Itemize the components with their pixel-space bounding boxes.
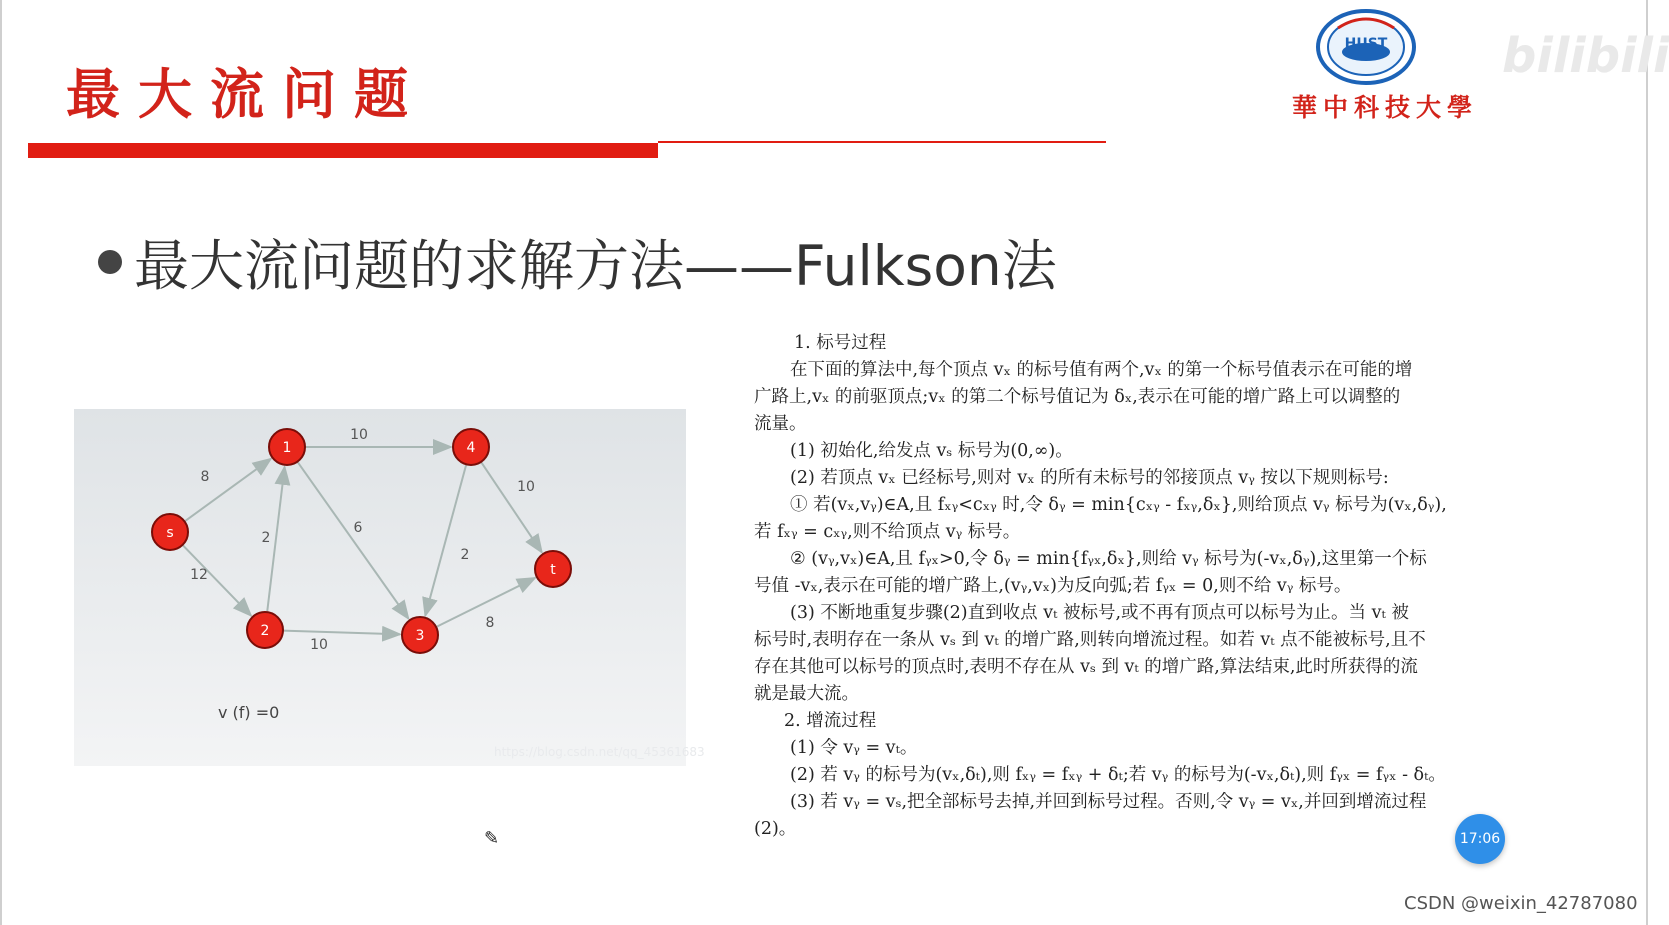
bullet-point: [98, 222, 1057, 301]
bullet-dot-icon: [98, 250, 122, 274]
node-label: 2: [260, 623, 270, 639]
university-seal-icon: [1314, 8, 1418, 86]
node-label: 4: [466, 440, 476, 456]
pencil-cursor-icon: ✎: [484, 828, 500, 849]
text-line: 2. 增流过程: [784, 711, 877, 731]
text-line: 在下面的算法中,每个顶点 vₓ 的标号值有两个,vₓ 的第一个标号值表示在可能的增: [790, 360, 1413, 380]
edge-4-3: [425, 464, 466, 615]
edge-1-3: [297, 462, 408, 619]
text-line: 流量。: [754, 414, 807, 434]
csdn-watermark: https://blog.csdn.net/qq_45361683: [494, 745, 705, 759]
text-line: 标号时,表明存在一条从 vₛ 到 vₜ 的增广路,则转向增流过程。如若 vₜ 点不能被标号,且不: [754, 630, 1426, 650]
node-label: 1: [282, 440, 292, 456]
edge-capacity-label: 2: [460, 547, 470, 563]
text-line: (2) 若 vᵧ 的标号为(vₓ,δₜ),则 fₓᵧ = fₓᵧ + δₜ;若 vᵧ 的标号为(-vₓ,δₜ),则 fᵧₓ = fᵧₓ - δₜ。: [790, 765, 1446, 785]
edge-capacity-label: 2: [261, 530, 271, 546]
flow-value-caption: v (f) =0: [218, 703, 280, 722]
text-line: (1) 令 vᵧ = vₜ。: [790, 738, 918, 758]
text-line: 广路上,vₓ 的前驱顶点;vₓ 的第二个标号值记为 δₓ,表示在可能的增广路上可以调整的: [754, 387, 1401, 407]
text-line: (1) 初始化,给发点 vₛ 标号为(0,∞)。: [790, 441, 1073, 461]
text-line: (2)。: [754, 819, 797, 839]
university-name: 華中科技大學: [1292, 93, 1479, 122]
bullet-text: 最大流问题的求解方法——Fulkson法: [134, 234, 1057, 298]
text-line: (3) 若 vᵧ = vₛ,把全部标号去掉,并回到标号过程。否则,令 vᵧ = vₓ,并回到增流过程: [790, 792, 1427, 812]
edge-capacity-label: 12: [190, 567, 208, 583]
title-underline-thick: [28, 143, 658, 158]
text-line: 1. 标号过程: [794, 333, 887, 353]
text-line: (2) 若顶点 vₓ 已经标号,则对 vₓ 的所有未标号的邻接顶点 vᵧ 按以下规则标号:: [790, 468, 1389, 488]
edge-capacity-label: 8: [485, 615, 495, 631]
edge-capacity-label: 10: [350, 427, 368, 443]
slide-title: 最大流问题: [66, 63, 426, 126]
text-line: 号值 -vₓ,表示在可能的增广路上,(vᵧ,vₓ)为反向弧;若 fᵧₓ = 0,则不给 vᵧ 标号。: [754, 576, 1352, 596]
edge-2-3: [283, 631, 400, 635]
algorithm-description: [754, 330, 1447, 843]
text-line: 就是最大流。: [754, 684, 859, 704]
edge-s-1: [185, 459, 271, 522]
text-line: (3) 不断地重复步骤(2)直到收点 vₜ 被标号,或不再有顶点可以标号为止。当 vₜ 被: [790, 603, 1409, 623]
csdn-credit: CSDN @weixin_42787080: [1404, 893, 1638, 914]
seal-text: HUST: [1344, 36, 1388, 52]
edge-4-t: [481, 462, 542, 552]
edge-capacity-label: 8: [200, 469, 210, 485]
text-line: 若 fₓᵧ = cₓᵧ,则不给顶点 vᵧ 标号。: [754, 522, 1021, 542]
timestamp-badge[interactable]: 17:06: [1455, 814, 1505, 864]
node-label: 3: [415, 628, 425, 644]
node-label: t: [550, 562, 556, 578]
edge-capacity-label: 6: [353, 520, 363, 536]
text-line: 存在其他可以标号的顶点时,表明不存在从 vₛ 到 vₜ 的增广路,算法结束,此时所获得的流: [754, 657, 1418, 677]
flow-network-figure: [74, 409, 705, 766]
node-label: s: [166, 525, 174, 541]
edge-capacity-label: 10: [517, 479, 535, 495]
edge-capacity-label: 10: [310, 637, 328, 653]
flow-network-graph: [74, 409, 686, 766]
bilibili-watermark: bilibili: [1502, 28, 1669, 84]
text-line: ② (vᵧ,vₓ)∈A,且 fᵧₓ>0,令 δᵧ = min{fᵧₓ,δₓ},则给 vᵧ 标号为(-vₓ,δᵧ),这里第一个标: [790, 549, 1427, 569]
text-line: ① 若(vₓ,vᵧ)∈A,且 fₓᵧ<cₓᵧ 时,令 δᵧ = min{cₓᵧ - fₓᵧ,δₓ},则给顶点 vᵧ 标号为(vₓ,δᵧ),: [790, 495, 1447, 515]
title-underline-thin: [658, 141, 1106, 143]
